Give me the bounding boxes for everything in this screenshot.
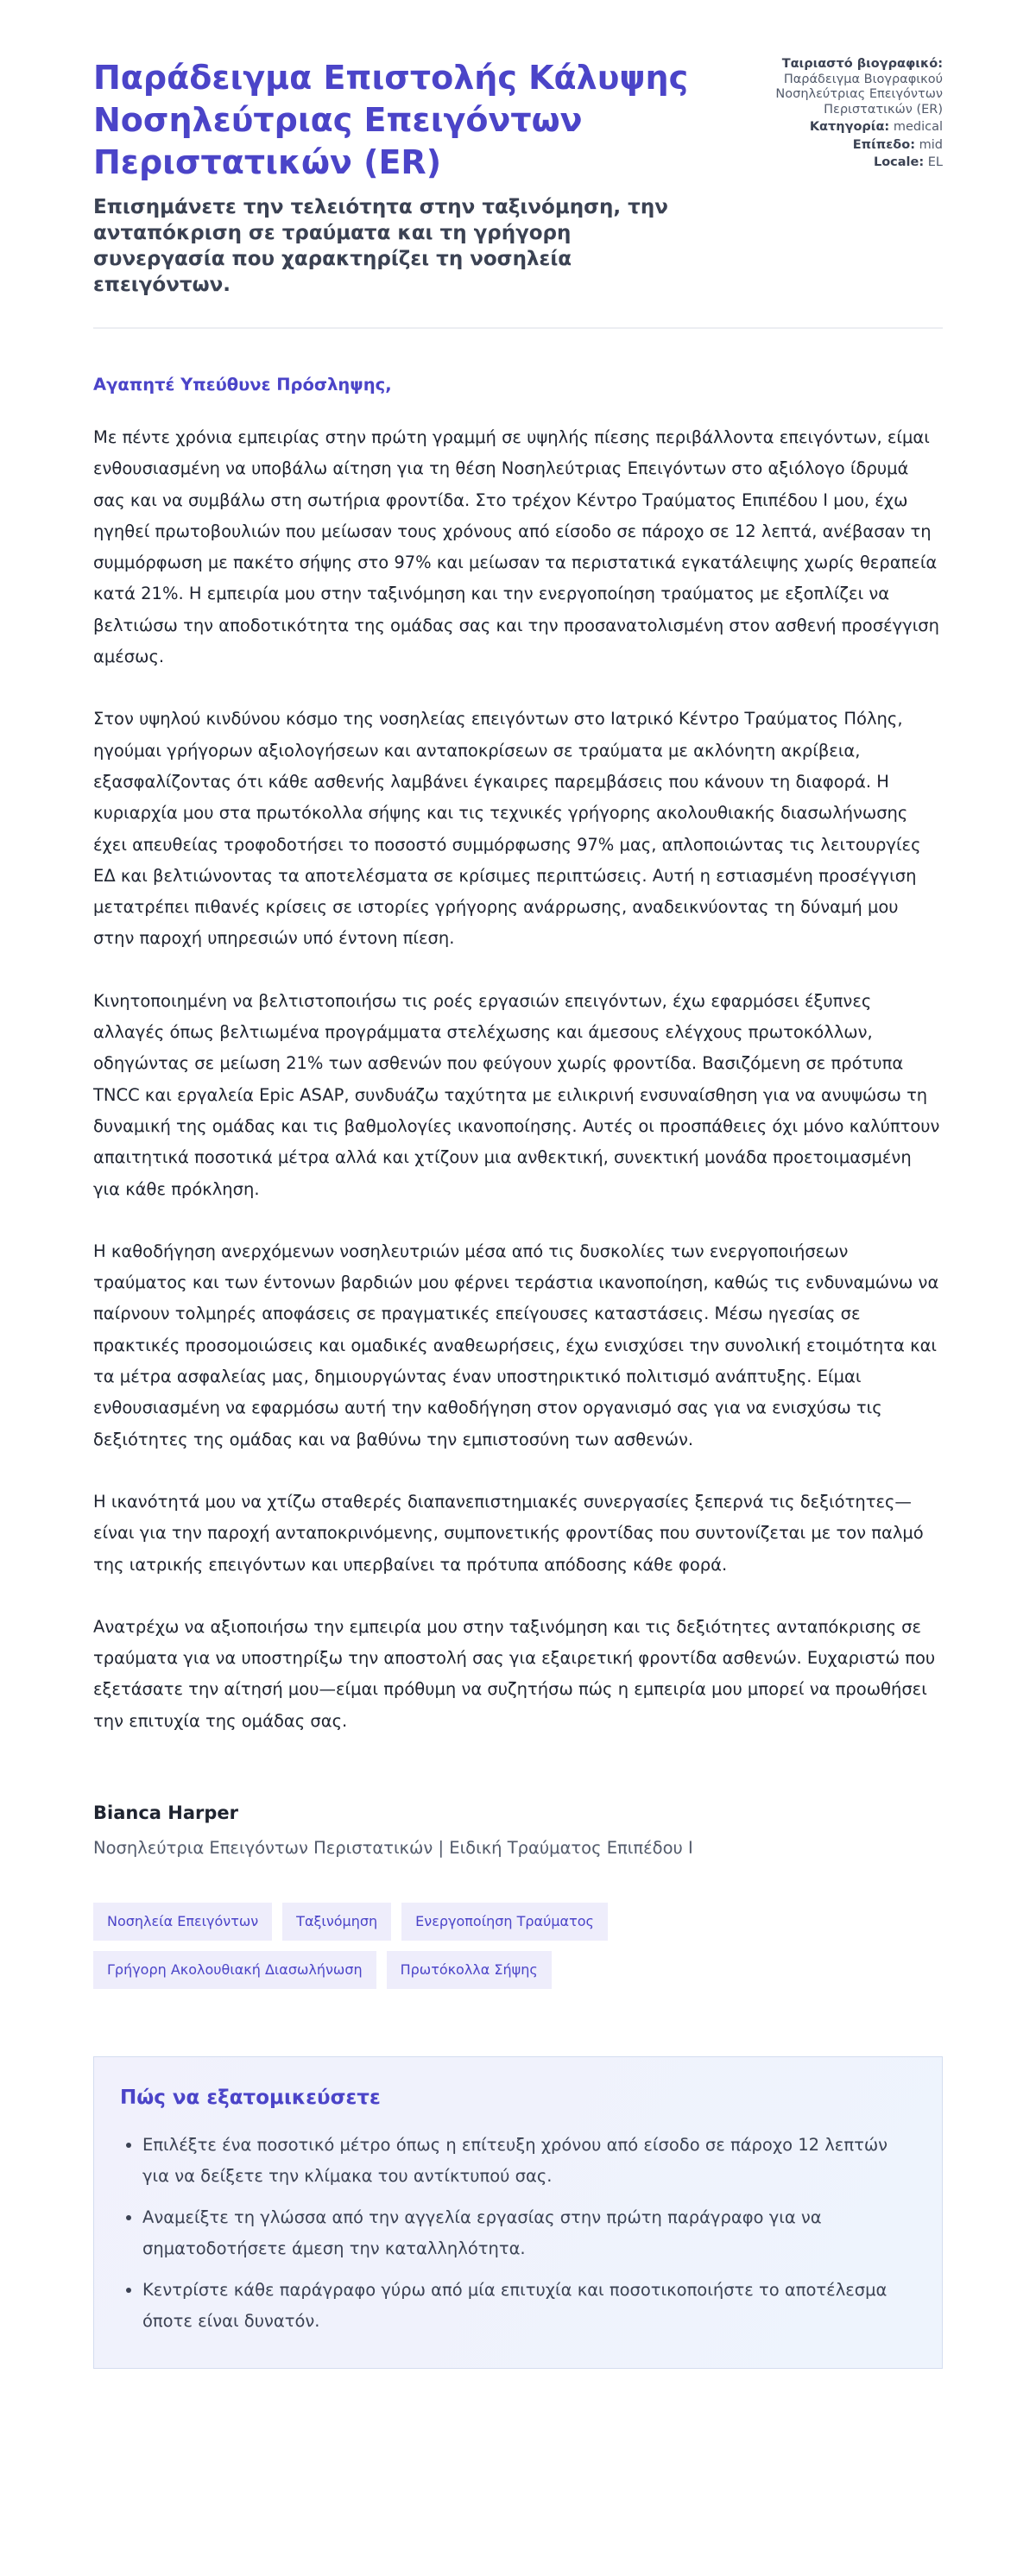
skill-tag: Ενεργοποίηση Τραύματος: [401, 1903, 608, 1941]
letter-paragraph: Στον υψηλού κινδύνου κόσμο της νοσηλείας επειγόντων στο Ιατρικό Κέντρο Τραύματος Πόλης, ηγούμαι γρήγορων αξιολογήσεων και ανταποκρίσεων σε τραύματα με ακλόνητη ακρίβεια, εξασφαλίζοντας ότι κάθε ασθενής λαμβάνει έγκαιρες παρεμβάσεις που κάνουν τη διαφορά. Η κυριαρχία μου στα πρωτόκολλα σήψης και τις τεχνικές γρήγορης ακολουθιακής διασωλήνωσης έχει απευθείας τροφοδοτήσει το ποσοστό συμμόρφωσης 97% μας, απλοποιώντας τις λειτουργίες ΕΔ και βελτιώνοντας τα αποτελέσματα σε κρίσιμες περιπτώσεις. Αυτή η εστιασμένη προσέγγιση μετατρέπει πιθανές κρίσεις σε ιστορίες γρήγορης ανάρρωσης, αναδεικνύοντας τη δύναμή μου στην παροχή υπηρεσιών υπό έντονη πίεση.: [93, 709, 921, 949]
meta-locale: [710, 155, 943, 171]
meta-level: [710, 138, 943, 154]
meta-category-label: Κατηγορία:: [809, 120, 890, 134]
meta-matching-resume: [710, 57, 943, 117]
signature-name: Bianca Harper: [93, 1802, 238, 1823]
tip-item: • Κεντρίστε κάθε παράγραφο γύρω από μία επιτυχία και ποσοτικοποιήστε το αποτέλεσμα όποτε είναι δυνατόν.: [142, 2275, 916, 2337]
meta-locale-label: Locale:: [873, 155, 925, 169]
meta-category-value: medical: [893, 120, 943, 134]
customization-tips-box: [93, 2056, 943, 2369]
page-subtitle: Επισημάνετε την τελειότητα στην ταξινόμηση, την ανταπόκριση σε τραύματα και τη γρήγορη συνεργασία που χαρακτηρίζει τη νοσηλεία επειγόντων.: [93, 196, 668, 296]
skill-tag: Ταξινόμηση: [282, 1903, 391, 1941]
tips-title: Πώς να εξατομικεύσετε: [120, 2086, 381, 2109]
skill-tag: Πρωτόκολλα Σήψης: [387, 1951, 552, 1989]
signature-role: Νοσηλεύτρια Επειγόντων Περιστατικών | Ειδική Τραύματος Επιπέδου Ι: [93, 1837, 693, 1858]
meta-category: [710, 120, 943, 136]
page-header: [93, 52, 943, 298]
meta-level-label: Επίπεδο:: [852, 137, 916, 152]
skill-tag: Νοσηλεία Επειγόντων: [93, 1903, 272, 1941]
tip-item: • Αναμείξτε τη γλώσσα από την αγγελία εργασίας στην πρώτη παράγραφο για να σηματοδοτήσετε άμεση την καταλληλότητα.: [142, 2202, 916, 2264]
skill-tag: Γρήγορη Ακολουθιακή Διασωλήνωση: [93, 1951, 376, 1989]
letter-salutation: Αγαπητέ Υπεύθυνε Πρόσληψης,: [93, 375, 392, 395]
header-title-block: [93, 52, 698, 298]
letter-paragraph: Η καθοδήγηση ανερχόμενων νοσηλευτριών μέσα από τις δυσκολίες των ενεργοποιήσεων τραύματος και των έντονων βαρδιών μου φέρνει τεράστια ικανοποίηση, καθώς τις ενδυναμώνω να παίρνουν τολμηρές αποφάσεις σε πραγματικές επείγουσες καταστάσεις. Μέσω ηγεσίας σε πρακτικές προσομοιώσεις και ομαδικές αναθεωρήσεις, έχω ενισχύσει την συνολική ετοιμότητα και τα μέτρα ασφαλείας μας, δημιουργώντας έναν υποστηρικτικό πολιτισμό ανάπτυξης. Είμαι ενθουσιασμένη να εφαρμόσω αυτή την καθοδήγηση στον οργανισμό σας για να ενισχύσω τις δεξιότητες της ομάδας και να βαθύνω την εμπιστοσύνη των ασθενών.: [93, 1241, 939, 1449]
letter-paragraph: Με πέντε χρόνια εμπειρίας στην πρώτη γραμμή σε υψηλής πίεσης περιβάλλοντα επειγόντων, είμαι ενθουσιασμένη να υποβάλω αίτηση για τη θέση Νοσηλεύτριας Επειγόντων στο αξιόλογο ίδρυμά σας και να συμβάλω στη σωτήρια φροντίδα. Στο τρέχον Κέντρο Τραύματος Επιπέδου Ι μου, έχω ηγηθεί πρωτοβουλιών που μείωσαν τους χρόνους από είσοδο σε πάροχο σε 12 λεπτά, ανέβασαν τη συμμόρφωση με πακέτο σήψης στο 97% και μείωσαν τα περιστατικά εγκατάλειψης χωρίς θεραπεία κατά 21%. Η εμπειρία μου στην ταξινόμηση και την ενεργοποίηση τραύματος με εξοπλίζει να βελτιώσω την αποδοτικότητα της ομάδας σας και την προσανατολισμένη στον ασθενή προσέγγιση αμέσως.: [93, 427, 940, 667]
skill-tags: [93, 1903, 749, 1989]
meta-matching-label: Ταιριαστό βιογραφικό:: [781, 57, 943, 71]
meta-panel: [710, 52, 943, 174]
tips-list: [120, 2130, 916, 2337]
tip-item: • Επιλέξτε ένα ποσοτικό μέτρο όπως η επίτευξη χρόνου από είσοδο σε πάροχο 12 λεπτών για να δείξετε την κλίμακα του αντίκτυπού σας.: [142, 2130, 916, 2192]
header-divider: [93, 327, 943, 329]
letter-paragraph: Ανατρέχω να αξιοποιήσω την εμπειρία μου στην ταξινόμηση και τις δεξιότητες ανταπόκρισης σε τραύματα για να υποστηρίξω την αποστολή σας για εξαιρετική φροντίδα ασθενών. Ευχαριστώ που εξετάσατε την αίτησή μου—είμαι πρόθυμη να συζητήσω πώς η εμπειρία μου μπορεί να προωθήσει την επιτυχία της ομάδας σας.: [93, 1616, 936, 1731]
meta-locale-value: EL: [927, 155, 943, 169]
letter-paragraph: Κινητοποιημένη να βελτιστοποιήσω τις ροές εργασιών επειγόντων, έχω εφαρμόσει έξυπνες αλλαγές όπως βελτιωμένα προγράμματα στελέχωσης και άμεσους ελέγχους πρωτοκόλλων, οδηγώντας σε μείωση 21% των ασθενών που φεύγουν χωρίς φροντίδα. Βασιζόμενη σε πρότυπα TNCC και εργαλεία Epic ASAP, συνδυάζω ταχύτητα με ειλικρινή ενσυναίσθηση για να ανυψώσω τη δυναμική της ομάδας και τις βαθμολογίες ικανοποίησης. Αυτές οι προσπάθειες όχι μόνο καλύπτουν απαιτητικά ποσοτικά μέτρα αλλά και χτίζουν μια ανθεκτική, συνεκτική μονάδα προετοιμασμένη για κάθε πρόκληση.: [93, 990, 940, 1199]
meta-level-value: mid: [919, 137, 943, 152]
letter-paragraph: Η ικανότητά μου να χτίζω σταθερές διαπανεπιστημιακές συνεργασίες ξεπερνά τις δεξιότητες—είναι για την παροχή ανταποκρινόμενης, συμπονετικής φροντίδας που συντονίζεται με τον παλμό της ιατρικής επειγόντων και υπερβαίνει τα πρότυπα απόδοσης κάθε φορά.: [93, 1491, 924, 1575]
page-title: Παράδειγμα Επιστολής Κάλυψης Νοσηλεύτριας Επειγόντων Περιστατικών (ER): [93, 59, 689, 181]
meta-matching-value: Παράδειγμα Βιογραφικού Νοσηλεύτριας Επειγόντων Περιστατικών (ER): [775, 72, 943, 117]
